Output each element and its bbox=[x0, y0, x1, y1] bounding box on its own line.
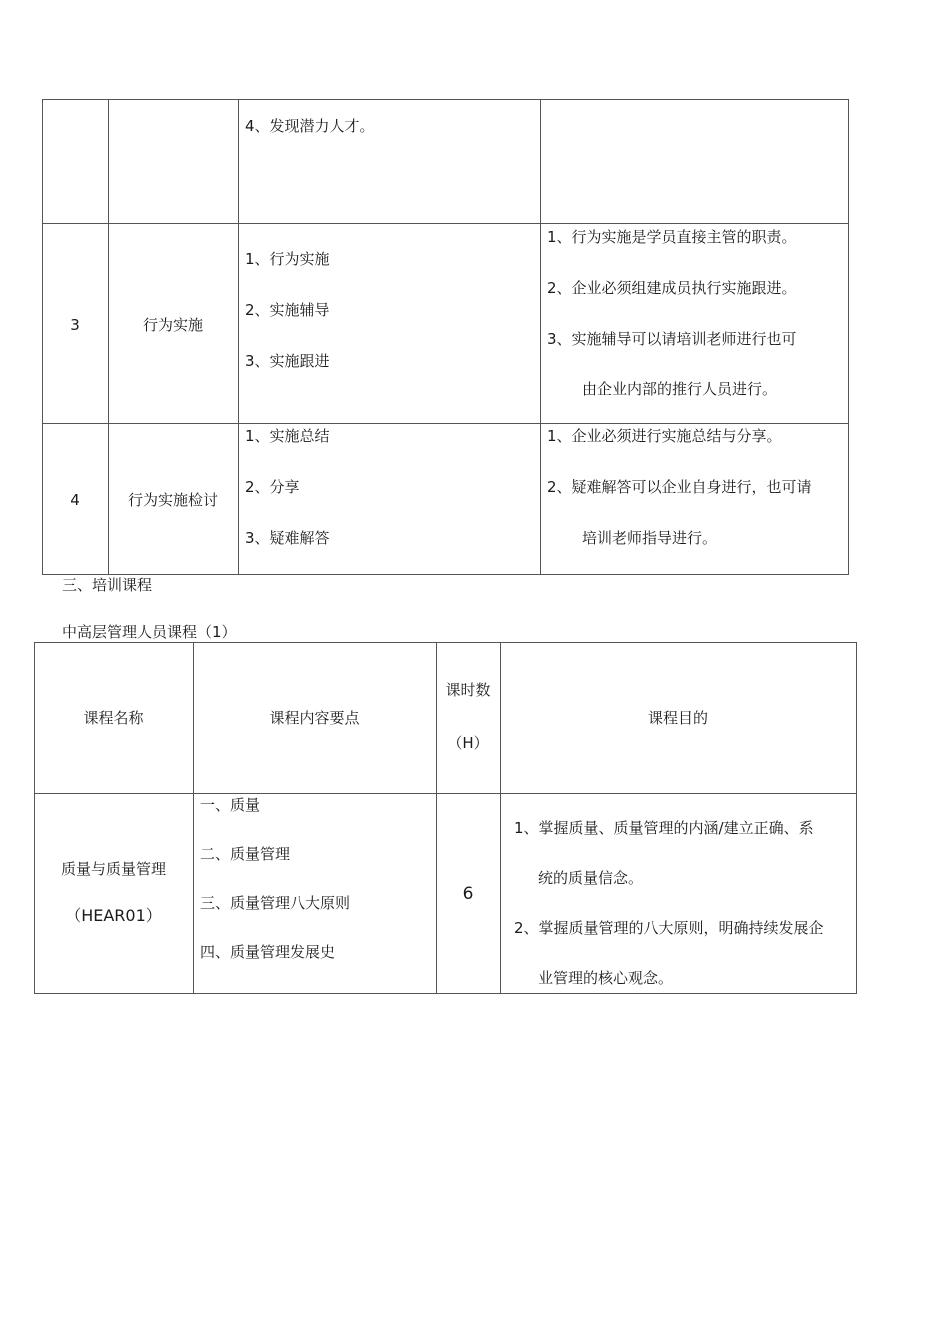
table-border bbox=[42, 99, 849, 100]
note-item: 由企业内部的推行人员进行。 bbox=[582, 380, 778, 398]
table-border bbox=[500, 642, 501, 994]
column-header: 课程目的 bbox=[647, 709, 708, 727]
course-content-item: 三、质量管理八大原则 bbox=[200, 894, 351, 912]
note-item: 培训老师指导进行。 bbox=[582, 529, 718, 547]
note-item: 2、疑难解答可以企业自身进行，也可请 bbox=[547, 478, 812, 496]
table-border bbox=[42, 574, 849, 575]
course-content-item: 二、质量管理 bbox=[200, 845, 291, 863]
table-border bbox=[193, 642, 194, 994]
content-item: 3、疑难解答 bbox=[245, 529, 330, 547]
course-purpose-item: 2、掌握质量管理的八大原则，明确持续发展企 bbox=[514, 919, 824, 937]
course-hours: 6 bbox=[462, 884, 474, 904]
table-border bbox=[540, 99, 541, 575]
course-purpose-item: 1、掌握质量、质量管理的内涵/建立正确、系 bbox=[514, 819, 814, 837]
course-purpose-item: 统的质量信念。 bbox=[538, 869, 644, 887]
column-header: 课程内容要点 bbox=[269, 709, 360, 727]
course-content-item: 一、质量 bbox=[200, 796, 261, 814]
table-border bbox=[848, 99, 849, 575]
note-item: 3、实施辅导可以请培训老师进行也可 bbox=[547, 330, 797, 348]
content-item: 1、实施总结 bbox=[245, 427, 330, 445]
note-item: 1、行为实施是学员直接主管的职责。 bbox=[547, 228, 797, 246]
table-border bbox=[34, 993, 857, 994]
course-purpose-item: 业管理的核心观念。 bbox=[538, 969, 674, 987]
step-number: 4 bbox=[70, 491, 80, 509]
note-item: 2、企业必须组建成员执行实施跟进。 bbox=[547, 279, 797, 297]
content-item: 2、分享 bbox=[245, 478, 300, 496]
column-header: （H） bbox=[447, 734, 489, 752]
course-group-title: 中高层管理人员课程（1） bbox=[62, 623, 237, 641]
content-item: 1、行为实施 bbox=[245, 250, 330, 268]
table-border bbox=[34, 642, 857, 643]
column-header: 课程名称 bbox=[83, 709, 144, 727]
course-name: 质量与质量管理 bbox=[60, 860, 166, 878]
table-border bbox=[42, 423, 849, 424]
table-border bbox=[238, 99, 239, 575]
column-header: 课时数 bbox=[445, 681, 491, 699]
table-border bbox=[856, 642, 857, 994]
table-border bbox=[34, 793, 857, 794]
stage-name: 行为实施 bbox=[142, 316, 203, 334]
content-item: 2、实施辅导 bbox=[245, 301, 330, 319]
course-code: （HEAR01） bbox=[65, 906, 162, 925]
step-number: 3 bbox=[70, 316, 80, 334]
stage-name: 行为实施检讨 bbox=[127, 491, 218, 509]
section-title: 三、培训课程 bbox=[62, 576, 153, 594]
note-item: 1、企业必须进行实施总结与分享。 bbox=[547, 427, 782, 445]
table-border bbox=[42, 223, 849, 224]
table-border bbox=[34, 642, 35, 994]
course-content-item: 四、质量管理发展史 bbox=[200, 943, 336, 961]
content-item: 3、实施跟进 bbox=[245, 352, 330, 370]
content-item: 4、发现潜力人才。 bbox=[245, 117, 375, 135]
